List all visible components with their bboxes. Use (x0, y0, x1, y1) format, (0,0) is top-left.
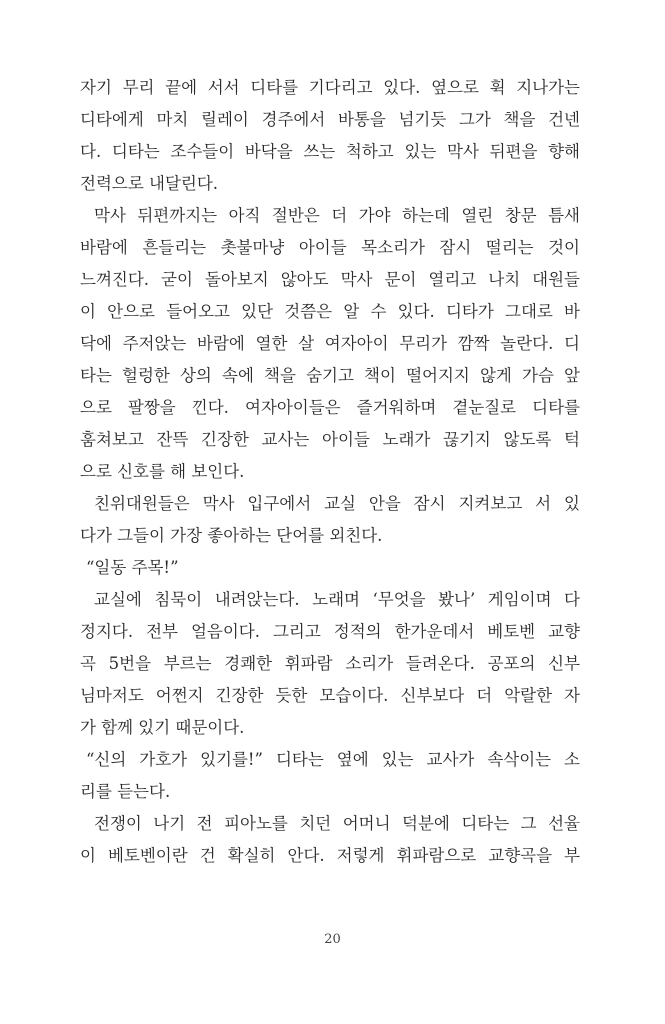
page-number: 20 (324, 932, 341, 947)
text-line: 곡 5번을 부르는 경쾌한 휘파람 소리가 들려온다. 공포의 신부 (80, 654, 580, 673)
text-line: 이 베토벤이란 건 확실히 안다. 저렇게 휘파람으로 교향곡을 부 (80, 846, 580, 865)
dialogue-line: “신의 가호가 있기를!” 디타는 옆에 있는 교사가 속삭이는 소 (86, 750, 580, 769)
text-line: 전력으로 내달린다. (80, 174, 219, 193)
text-line: 자기 무리 끝에 서서 디타를 기다리고 있다. 옆으로 휙 지나가는 (80, 78, 580, 97)
text-line: 바람에 흔들리는 촛불마냥 아이들 목소리가 잠시 떨리는 것이 (80, 238, 580, 257)
text-line: 막사 뒤편까지는 아직 절반은 더 가야 하는데 열린 창문 틈새 (94, 206, 580, 225)
text-line: 리를 듣는다. (80, 782, 171, 801)
text-line: 전쟁이 나기 전 피아노를 치던 어머니 덕분에 디타는 그 선율 (94, 814, 580, 833)
text-line: 느껴진다. 굳이 돌아보지 않아도 막사 문이 열리고 나치 대원들 (80, 270, 580, 289)
dialogue-line: “일동 주목!” (86, 558, 179, 577)
text-line: 님마저도 어쩐지 긴장한 듯한 모습이다. 신부보다 더 악랄한 자 (80, 686, 580, 705)
text-line: 다. 디타는 조수들이 바닥을 쓰는 척하고 있는 막사 뒤편을 향해 (80, 142, 580, 161)
text-line: 타는 헐렁한 상의 속에 책을 숨기고 책이 떨어지지 않게 가슴 앞 (80, 366, 580, 385)
text-line: 교실에 침묵이 내려앉는다. 노래며 ‘무엇을 봤나’ 게임이며 다 (94, 590, 580, 609)
text-line: 정지다. 전부 얼음이다. 그리고 정적의 한가운데서 베토벤 교향 (80, 622, 580, 641)
text-line: 다가 그들이 가장 좋아하는 단어를 외친다. (80, 526, 383, 545)
text-line: 으로 팔짱을 낀다. 여자아이들은 즐거워하며 곁눈질로 디타를 (80, 398, 580, 417)
text-line: 친위대원들은 막사 입구에서 교실 안을 잠시 지켜보고 서 있 (94, 494, 580, 513)
text-line: 가 함께 있기 때문이다. (80, 718, 245, 737)
text-line: 으로 신호를 해 보인다. (80, 462, 245, 481)
text-line: 닥에 주저앉는 바람에 열한 살 여자아이 무리가 깜짝 놀란다. 디 (80, 334, 580, 353)
text-line: 이 안으로 들어오고 있단 것쯤은 알 수 있다. 디타가 그대로 바 (80, 302, 580, 321)
body-text (80, 72, 580, 872)
text-line: 훔쳐보고 잔뜩 긴장한 교사는 아이들 노래가 끊기지 않도록 턱 (80, 430, 580, 449)
text-line: 디타에게 마치 릴레이 경주에서 바통을 넘기듯 그가 책을 건넨 (80, 110, 580, 129)
